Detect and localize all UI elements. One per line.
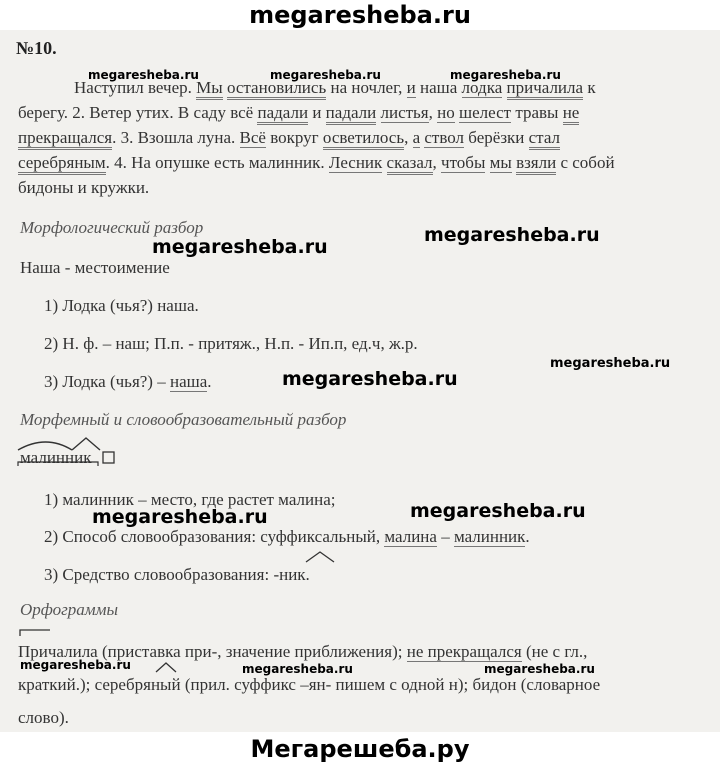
exercise-line-3: прекращался. 3. Взошла луна. Всё вокруг осветилось, а ствол берёзки стал: [18, 126, 560, 150]
exercise-line-5: бидоны и кружки.: [18, 178, 150, 197]
morph-heading: Морфологический разбор: [20, 218, 204, 237]
watermark: megaresheba.ru: [410, 500, 586, 522]
suffix-yan-mark: [152, 662, 182, 674]
suffix-mark: [72, 438, 100, 450]
watermark: megaresheba.ru: [282, 368, 458, 390]
watermark: megaresheba.ru: [550, 356, 671, 371]
watermark: megaresheba.ru: [92, 506, 268, 528]
orth-line-3: слово).: [18, 708, 69, 727]
site-header[interactable]: megaresheba.ru: [249, 1, 471, 29]
exercise-line-2: берегу. 2. Ветер утих. В саду всё падали и падали листья, но шелест травы не: [18, 101, 579, 125]
exercise-number: №10.: [16, 38, 57, 58]
watermark: megaresheba.ru: [450, 68, 561, 82]
morpheme-item-1: 1) малинник – место, где растет малина;: [44, 490, 336, 509]
morpheme-heading: Морфемный и словообразовательный разбор: [20, 410, 347, 429]
root-arc: [18, 442, 72, 450]
ending-box: [103, 452, 114, 463]
exercise-line-4: серебряным. 4. На опушке есть малинник. Лесник сказал, чтобы мы взяли с собой: [18, 151, 615, 175]
watermark: megaresheba.ru: [20, 658, 131, 672]
morpheme-item-2: 2) Способ словообразования: суффиксальный, малина – малинник.: [44, 527, 530, 546]
prefix-mark: [18, 628, 58, 638]
watermark: megaresheba.ru: [424, 224, 600, 246]
orth-line-2: краткий.); серебряный (прил. суффикс –ян- пишем с одной н); бидон (словарное: [18, 675, 601, 694]
morph-item-2: 2) Н. ф. – наш; П.п. - притяж., Н.п. - Ип.п, ед.ч, ж.р.: [44, 334, 418, 353]
suffix-nik-mark: [300, 550, 340, 564]
watermark: megaresheba.ru: [270, 68, 381, 82]
morph-item-3: 3) Лодка (чья?) – наша.: [44, 372, 212, 391]
morpheme-word: малинник: [20, 448, 92, 467]
morpheme-item-3: 3) Средство словообразования: -ник.: [44, 565, 310, 584]
morph-line: Наша - местоимение: [20, 258, 170, 277]
morpheme-marks: [16, 436, 126, 470]
orth-line-1: Причалила (приставка при-, значение приближения); не прекращался (не с гл.,: [18, 642, 588, 661]
watermark: megaresheba.ru: [152, 236, 328, 258]
stem-bracket: [18, 462, 98, 466]
watermark: megaresheba.ru: [242, 662, 353, 676]
watermark: megaresheba.ru: [88, 68, 199, 82]
exercise-line-1: Наступил вечер. Мы остановились на ночлег, и наша лодка причалила к: [74, 76, 596, 100]
morph-item-1: 1) Лодка (чья?) наша.: [44, 296, 199, 315]
site-footer[interactable]: Мегарешеба.ру: [250, 735, 470, 763]
watermark: megaresheba.ru: [484, 662, 595, 676]
orth-heading: Орфограммы: [20, 600, 118, 619]
